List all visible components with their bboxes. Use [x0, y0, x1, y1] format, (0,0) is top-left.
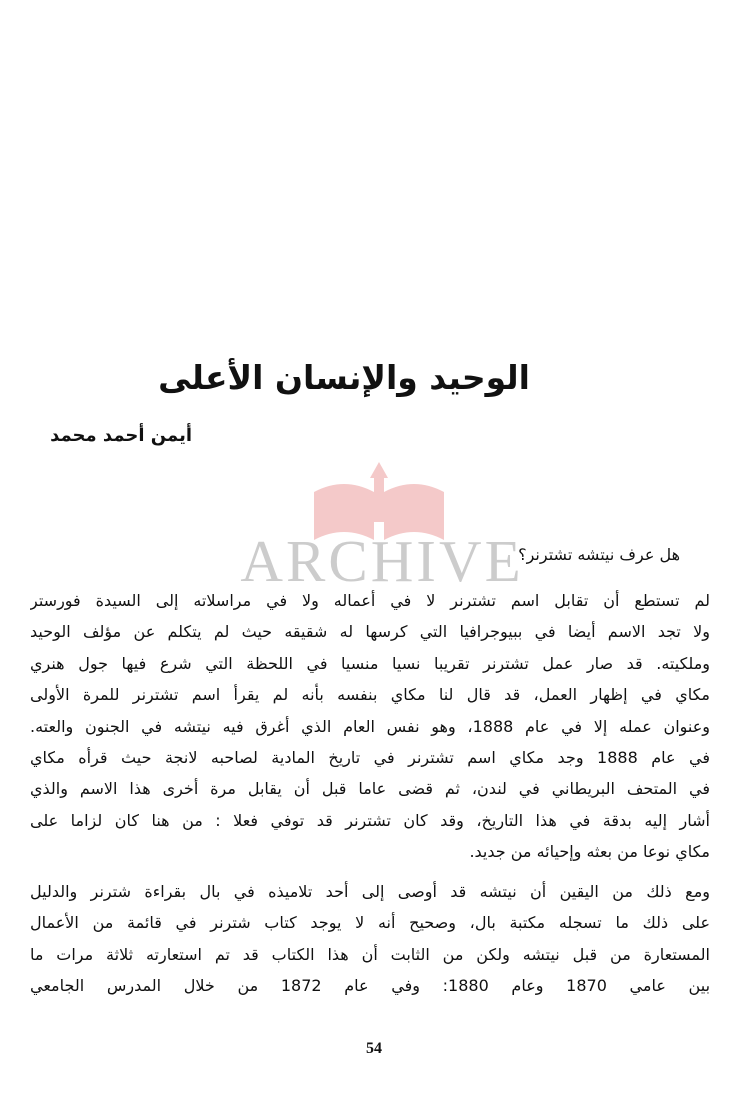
paragraph-1-line: لم تستطع أن تقابل اسم تشترنر لا في أعماله ولا في مراسلاته إلى السيدة فورستر — [30, 591, 710, 610]
paragraph-1-line: مكاي نوعا من بعثه وإحيائه من جديد. — [469, 842, 710, 862]
paragraph-1-line: أشار إليه بدقة في هذا التاريخ، وقد كان تشترنر قد توفي فعلا : من هنا كان لزاما على — [30, 810, 710, 830]
article-author: أيمن أحمد محمد — [50, 425, 192, 446]
paragraph-2 — [30, 876, 710, 1002]
paragraph-2-line: على ذلك ما تسجله مكتبة بال، وصحيح أنه لا يوجد كتاب شترنر في قائمة من الأعمال — [30, 913, 710, 933]
watermark-label: ARCHIVE — [240, 528, 524, 594]
paragraph-2-line: بين عامي 1870 وعام 1880: وفي عام 1872 من خلال المدرس الجامعي — [30, 976, 710, 996]
paragraph-1-line: مكاي في إظهار العمل، قد قال لنا مكاي بنفسه بأنه لم يقرأ اسم تشترنر للمرة الأولى — [30, 685, 710, 705]
paragraph-1-line: وملكيته. قد صار عمل تشترنر تقريبا نسيا منسيا في اللحظة التي شرع فيها جول هنري — [30, 653, 710, 673]
paragraph-2-line: المستعارة من قبل نيتشه ولكن من الثابت أن هذا الكتاب قد تم استعارته ثلاثة مرات ما — [30, 944, 710, 964]
paragraph-1-line: في المتحف البريطاني في لندن، ثم قضى عاما قبل أن يقابل مرة أخرى هذا الاسم والذي — [30, 779, 710, 799]
paragraph-1-line: وعنوان عمله إلا في عام 1888، وهو نفس العام الذي أغرق فيه نيتشه في الجنون والعته. — [30, 716, 710, 736]
page-number: 54 — [366, 1040, 382, 1057]
paragraph-1-line: ولا تجد الاسم أيضا في ببيوجرافيا التي كرسها له شقيقه حيث لم يتكلم عن مؤلف الوحيد — [30, 622, 710, 642]
paragraph-1 — [30, 585, 710, 868]
paragraph-1-line: في عام 1888 وجد مكاي اسم تشترنر في تاريخ المادية لصاحبه لانجة حيث قرأه مكاي — [30, 747, 710, 767]
opening-question: هل عرف نيتشه تشترنر؟ — [518, 545, 680, 564]
article-title: الوحيد والإنسان الأعلى — [158, 358, 530, 397]
paragraph-2-line: ومع ذلك من اليقين أن نيتشه قد أوصى إلى أحد تلاميذه في بال بقراءة شترنر والدليل — [30, 882, 710, 901]
book-logo-icon — [304, 462, 454, 540]
